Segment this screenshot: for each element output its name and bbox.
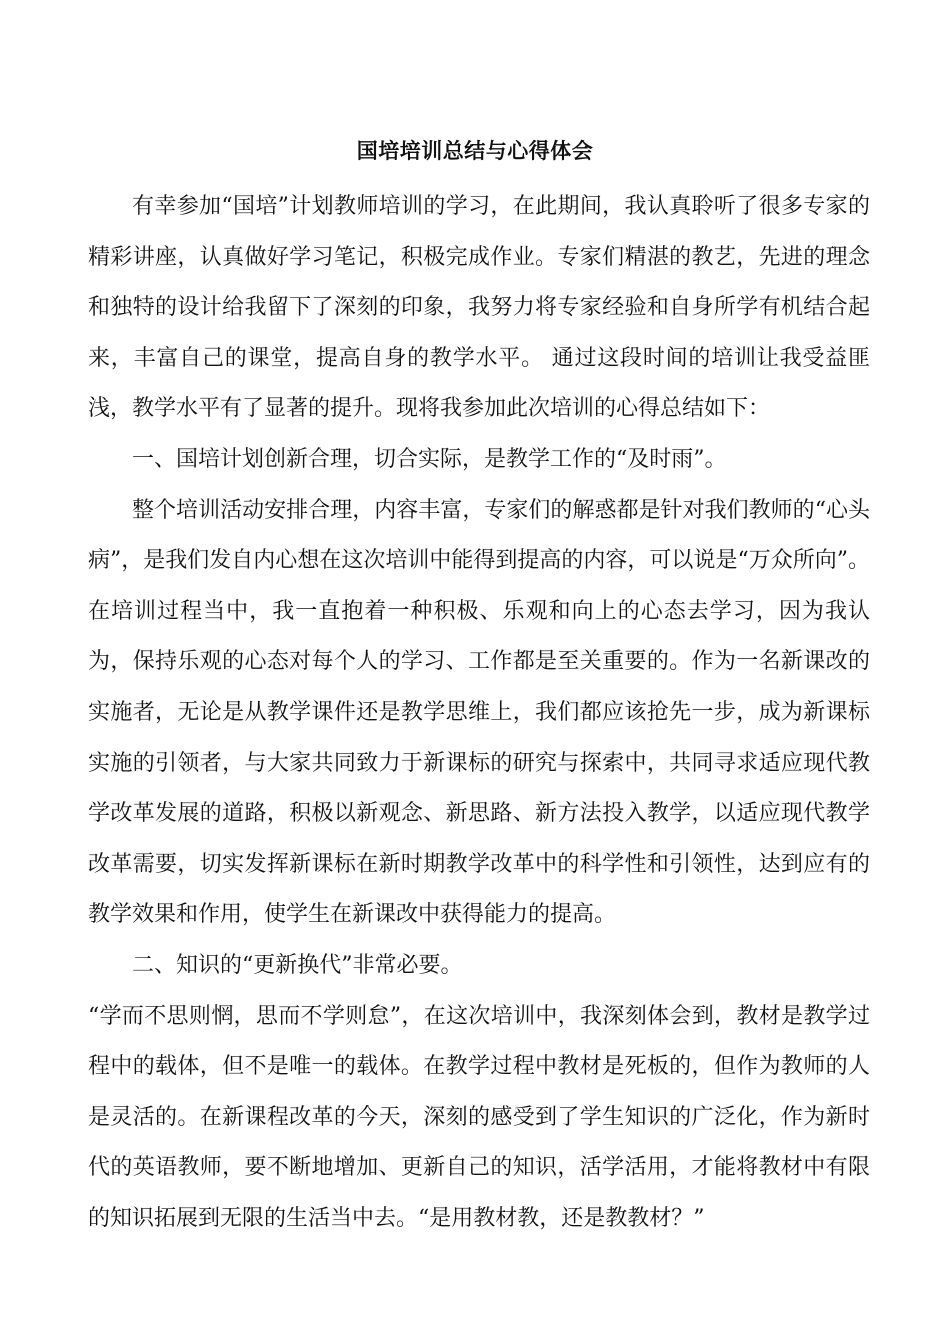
paragraph-section-2: “学而不思则惘，思而不学则怠”，在这次培训中，我深刻体会到，教材是教学过程中的载体，但不是唯一的载体。在教学过程中教材是死板的，但作为教师的人是灵活的。在新课程改革的今天，深刻的感受到了学生知识的广泛化，作为新时代的英语教师，要不断地增加、更新自己的知识，活学活用，才能将教材中有限的知识拓展到无限的生活当中去。“是用教材教，还是教教材？” (88, 1003, 870, 1231)
section-heading-1: 一、国培计划创新合理，切合实际，是教学工作的“及时雨”。 (132, 446, 727, 472)
paragraph-intro: 有幸参加“国培”计划教师培训的学习，在此期间，我认真聆听了很多专家的精彩讲座，认真做好学习笔记，积极完成作业。专家们精湛的教艺，先进的理念和独特的设计给我留下了深刻的印象，我努力将专家经验和自身所学有机结合起来，丰富自己的课堂，提高自身的教学水平。 通过这段时间的培训让我受益匪浅，教学水平有了显著的提升。现将我参加此次培训的心得总结如下： (88, 194, 870, 422)
document-body (88, 182, 870, 1244)
document-title: 国培培训总结与心得体会 (356, 138, 594, 163)
section-heading-2: 二、知识的“更新换代”非常必要。 (132, 952, 463, 978)
paragraph-section-1: 整个培训活动安排合理，内容丰富，专家们的解惑都是针对我们教师的“心头病”，是我们发自内心想在这次培训中能得到提高的内容，可以说是“万众所向”。在培训过程当中，我一直抱着一种积极、乐观和向上的心态去学习，因为我认为，保持乐观的心态对每个人的学习、工作都是至关重要的。作为一名新课改的实施者，无论是从教学课件还是教学思维上，我们都应该抢先一步，成为新课标实施的引领者，与大家共同致力于新课标的研究与探索中，共同寻求适应现代教学改革发展的道路，积极以新观念、新思路、新方法投入教学，以适应现代教学改革需要，切实发挥新课标在新时期教学改革中的科学性和引领性，达到应有的教学效果和作用，使学生在新课改中获得能力的提高。 (88, 497, 870, 928)
